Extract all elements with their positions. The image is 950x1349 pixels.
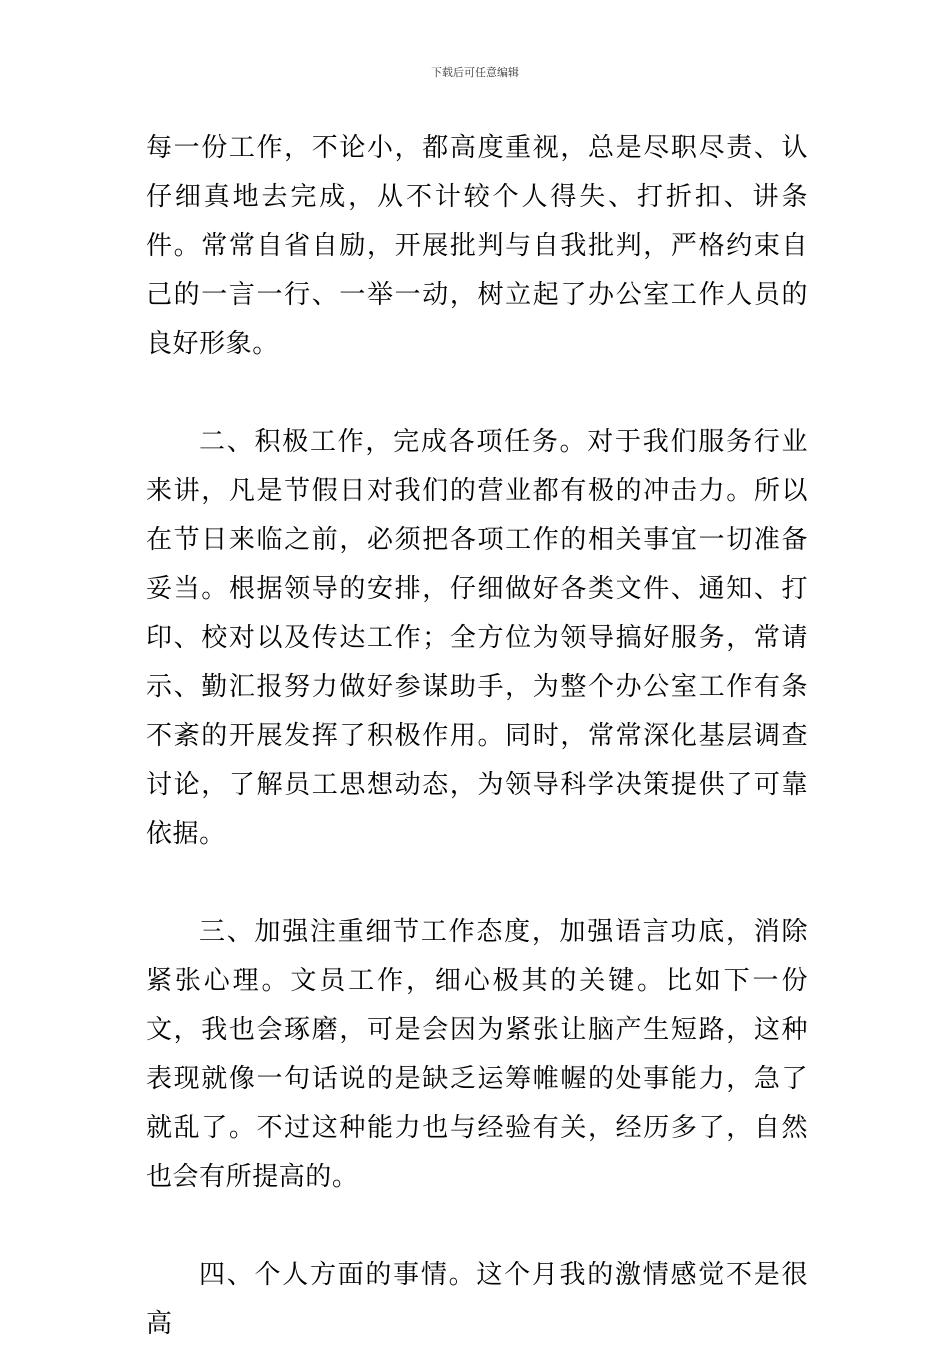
paragraph-section-three: 三、加强注重细节工作态度，加强语言功底，消除紧张心理。文员工作，细心极其的关键。比如下一份文，我也会琢磨，可是会因为紧张让脑产生短路，这种表现就像一句话说的是缺乏运筹帷幄的处事能力，急了就乱了。不过这种能力也与经验有关，经历多了，自然也会有所提高的。 <box>146 917 808 1192</box>
paragraph-section-two: 二、积极工作，完成各项任务。对于我们服务行业来讲，凡是节假日对我们的营业都有极的冲击力。所以在节日来临之前，必须把各项工作的相关事宜一切准备妥当。根据领导的安排，仔细做好各类文件、通知、打印、校对以及传达工作；全方位为领导搞好服务，常请示、勤汇报努力做好参谋助手，为整个办公室工作有条不紊的开展发挥了积极作用。同时，常常深化基层调查讨论，了解员工思想动态，为领导科学决策提供了可靠依据。 <box>146 427 808 849</box>
paragraph-continuation: 每一份工作，不论小，都高度重视，总是尽职尽责、认仔细真地去完成，从不计较个人得失、打折扣、讲条件。常常自省自励，开展批判与自我批判，严格约束自己的一言一行、一举一动，树立起了办公室工作人员的良好形象。 <box>146 133 808 359</box>
document-body <box>146 124 808 1349</box>
page-header-note: 下载后可任意编辑 <box>431 66 519 79</box>
paragraph-section-four: 四、个人方面的事情。这个月我的激情感觉不是很高 <box>146 1260 808 1339</box>
